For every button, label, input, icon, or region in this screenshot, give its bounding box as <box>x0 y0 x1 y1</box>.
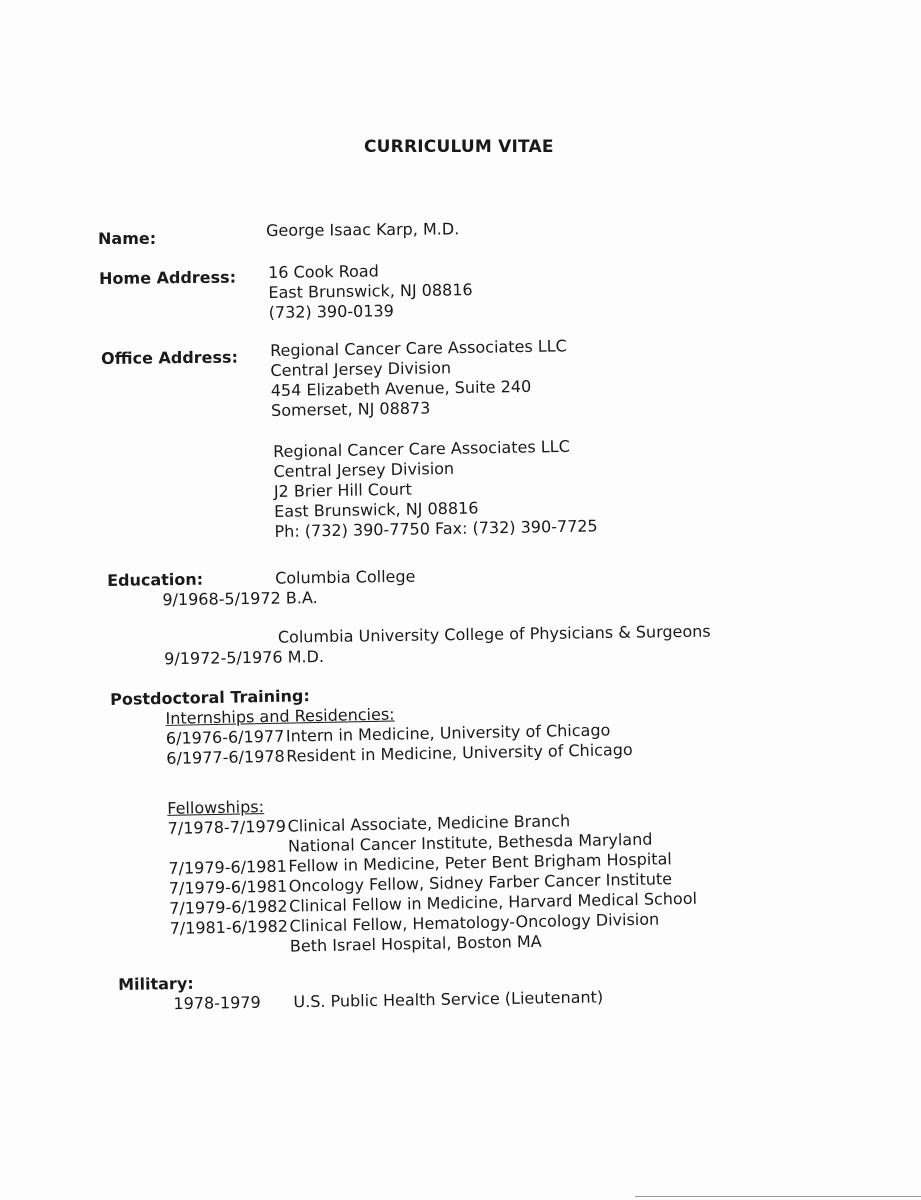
office-line: Regional Cancer Care Associates LLC <box>270 336 567 360</box>
training-dates <box>168 837 288 859</box>
training-dates: 7/1979-6/1981 <box>168 876 288 898</box>
military-desc: U.S. Public Health Service (Lieutenant) <box>293 987 604 1012</box>
scan-edge-line <box>635 1196 921 1197</box>
training-desc: Clinical Fellow, Hematology-Oncology Division <box>289 909 660 936</box>
training-dates: 6/1977-6/1978 <box>166 746 285 768</box>
postdoctoral-section <box>110 679 698 960</box>
military-dates: 1978-1979 <box>173 992 261 1014</box>
training-desc: Intern in Medicine, University of Chicago <box>285 720 611 746</box>
education-label: Education: <box>107 569 204 590</box>
education-dates: 9/1972-5/1976 <box>164 647 283 669</box>
office-line: J2 Brier Hill Court <box>273 479 412 501</box>
office-line: Somerset, NJ 08873 <box>270 398 431 420</box>
office-line: Central Jersey Division <box>273 458 455 481</box>
training-desc: Clinical Associate, Medicine Branch <box>287 811 571 836</box>
name-value: George Isaac Karp, M.D. <box>266 219 460 240</box>
document-title: CURRICULUM VITAE <box>364 137 554 157</box>
education-school: Columbia University College of Physicians & Surgeons <box>277 621 711 647</box>
training-dates: 7/1979-6/1981 <box>168 856 287 878</box>
postdoctoral-label: Postdoctoral Training: <box>110 686 310 709</box>
education-degree: M.D. <box>287 646 325 667</box>
fellowships-heading: Fellowships: <box>167 797 265 818</box>
office-address-block-2 <box>273 436 598 542</box>
office-line: East Brunswick, NJ 08816 <box>274 498 479 521</box>
office-line: Regional Cancer Care Associates LLC <box>273 436 570 461</box>
home-address-phone: (732) 390-0139 <box>268 301 394 322</box>
office-line: Central Jersey Division <box>270 358 452 380</box>
military-section <box>118 967 603 1015</box>
education-section <box>107 563 711 670</box>
education-school: Columbia College <box>274 566 416 588</box>
internships-heading: Internships and Residencies: <box>165 704 395 728</box>
training-dates: 6/1976-6/1977 <box>165 726 285 748</box>
office-line: 454 Elizabeth Avenue, Suite 240 <box>270 376 532 400</box>
office-address-block-1 <box>270 336 568 421</box>
training-dates: 7/1979-6/1982 <box>169 896 288 918</box>
training-desc: Beth Israel Hospital, Boston MA <box>289 931 542 956</box>
training-desc: National Cancer Institute, Bethesda Maryland <box>287 829 653 856</box>
training-dates <box>170 937 290 959</box>
office-phone-fax: Ph: (732) 390-7750 Fax: (732) 390-7725 <box>274 516 598 541</box>
home-address-label: Home Address: <box>99 267 237 288</box>
home-address-line: 16 Cook Road <box>268 261 379 282</box>
education-degree: B.A. <box>285 588 318 608</box>
name-label: Name: <box>98 229 157 248</box>
education-dates: 9/1968-5/1972 <box>162 588 281 610</box>
home-address-block <box>268 260 473 323</box>
training-desc: Oncology Fellow, Sidney Farber Cancer Institute <box>288 869 673 896</box>
training-desc: Resident in Medicine, University of Chicago <box>286 739 633 766</box>
office-address-label: Office Address: <box>101 347 239 368</box>
training-dates: 7/1978-7/1979 <box>167 816 287 838</box>
training-dates: 7/1981-6/1982 <box>169 916 289 938</box>
training-desc: Fellow in Medicine, Peter Bent Brigham Hospital <box>288 849 672 876</box>
training-desc: Clinical Fellow in Medicine, Harvard Medical School <box>288 888 698 916</box>
home-address-line: East Brunswick, NJ 08816 <box>268 280 473 302</box>
military-label: Military: <box>118 973 194 994</box>
